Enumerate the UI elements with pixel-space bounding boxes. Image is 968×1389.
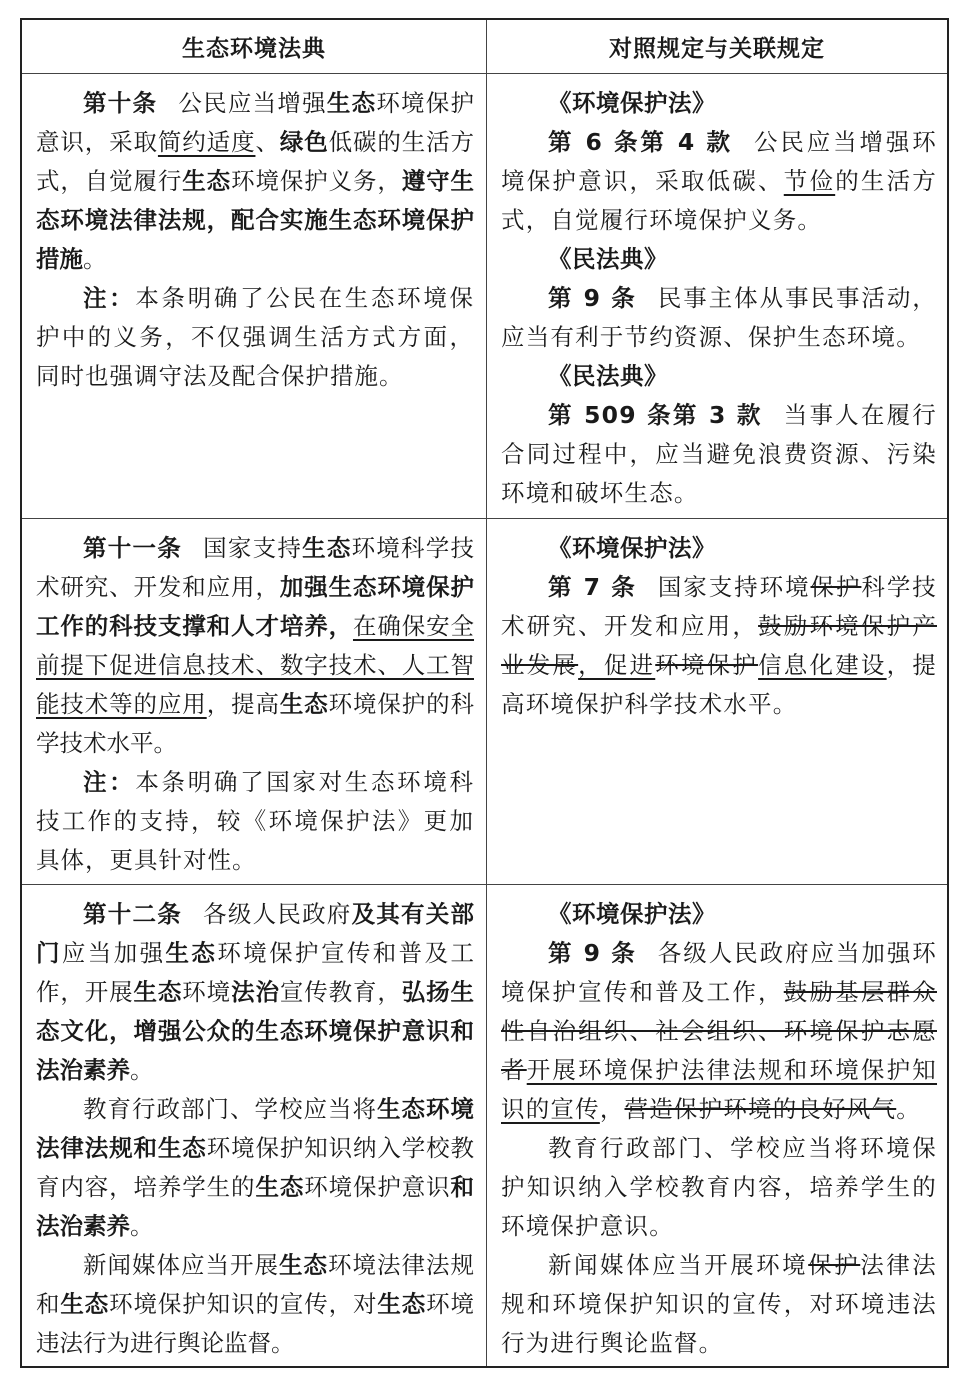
text: 宣传教育， [279, 978, 402, 1006]
added-text: 生态 [279, 690, 329, 718]
text: 环境法律法规和 [36, 1251, 474, 1318]
changed-text: 信息化建设 [758, 651, 887, 679]
added-text: 遵守生态环境法律法规，配合实施生态环境保护措施 [36, 167, 475, 273]
paragraph [36, 1090, 474, 1246]
article-number: 第 7 条 [548, 573, 637, 601]
changed-text: 节俭 [783, 167, 836, 195]
text: 教育行政部门、学校应当将 [83, 1095, 377, 1123]
source-law: 《民法典》 [548, 245, 668, 273]
added-text: 生态 [182, 167, 232, 195]
deleted-text: 鼓励基层群众性自治组织、社会组织、环境保护志愿者 [501, 978, 937, 1084]
text: 公民应当增强环境保护意识，采取低碳、 [501, 128, 937, 195]
changed-text: 在确保安全前提下促进信息技术、数字技术、人工智能技术等的应用 [36, 612, 475, 718]
row2-right [487, 519, 947, 885]
added-text: 生态 [255, 1173, 305, 1201]
deleted-text: 营造保护环境的良好风气 [624, 1095, 897, 1123]
added-text: 生态 [60, 1290, 110, 1318]
added-text: 绿色 [279, 128, 329, 156]
added-text: 生态 [326, 89, 377, 117]
text: 低碳的生活方式，自觉履行 [36, 128, 475, 195]
article-number: 第十二条 [83, 900, 182, 928]
text: 。 [130, 1056, 154, 1084]
source-law: 《民法典》 [548, 362, 668, 390]
added-text: 生态 [165, 939, 218, 967]
text: 。 [83, 245, 107, 273]
deleted-text: 环境保护 [655, 651, 759, 679]
changed-text: ，促进 [578, 651, 656, 679]
added-text: 及其有关部门 [36, 900, 475, 967]
added-text: 生态环境法律法规和生态 [36, 1095, 474, 1162]
added-text: 加强生态环境保护工作的科技支撑和人才培养， [36, 573, 475, 640]
article-number: 第 9 条 [548, 939, 637, 967]
text: 的生活方式，自觉履行环境保护义务。 [501, 167, 938, 234]
article-number: 第 509 条第 3 款 [548, 401, 763, 429]
text: 应当加强 [61, 939, 166, 967]
text: 科学技术研究、开发和应用， [501, 573, 937, 640]
text: 环境 [182, 978, 232, 1006]
changed-text: 开展环境保护法律法规和环境保护知识的宣传 [501, 1056, 938, 1123]
text: 各级人民政府应当加强环境保护宣传和普及工作， [501, 939, 937, 1006]
article-number: 第 9 条 [548, 284, 637, 312]
text: 环境保护意识，采取 [36, 89, 475, 156]
text: ，提高环境保护科学技术水平。 [501, 651, 938, 718]
text: 环境保护的科学技术水平。 [36, 690, 475, 757]
note [36, 763, 474, 880]
text: 、 [255, 128, 280, 156]
row1-left [22, 74, 487, 519]
note-text: 本条明确了国家对生态环境科技工作的支持，较《环境保护法》更加具体，更具针对性。 [36, 768, 475, 874]
text: 新闻媒体应当开展环境 [548, 1251, 809, 1279]
note-text: 本条明确了公民在生态环境保护中的义务，不仅强调生活方式方面，同时也强调守法及配合保护措施。 [36, 284, 475, 390]
text: 国家支持 [203, 534, 303, 562]
source-law: 《环境保护法》 [548, 89, 716, 117]
added-text: 生态 [279, 1251, 328, 1279]
row1-right [487, 74, 947, 519]
text: 。 [130, 1212, 154, 1240]
text: 。 [896, 1095, 921, 1123]
row2-left [22, 519, 487, 885]
deleted-text: 鼓励环境保护产业发展 [501, 612, 937, 679]
text: 环境保护宣传和普及工作，开展 [36, 939, 474, 1006]
added-text: 生态 [133, 978, 183, 1006]
row3-left [22, 885, 487, 1366]
added-text: 生态 [377, 1290, 427, 1318]
text: ，提高 [206, 690, 280, 718]
text: 环境保护意识 [304, 1173, 451, 1201]
article-10 [36, 84, 474, 279]
text: 环境保护知识纳入学校教育内容，培养学生的 [36, 1134, 475, 1201]
text: 新闻媒体应当开展 [83, 1251, 279, 1279]
article-12 [36, 895, 474, 1090]
text: 国家支持环境 [657, 573, 811, 601]
comparison-table [20, 18, 949, 1368]
text: 公民应当增强 [178, 89, 327, 117]
deleted-text: 保护 [810, 573, 862, 601]
note-label: 注： [83, 768, 136, 796]
text: 法律法规和环境保护知识的宣传，对环境违法行为进行舆论监督。 [501, 1251, 937, 1357]
source-law: 《环境保护法》 [548, 900, 716, 928]
changed-text: 简约适度 [157, 128, 256, 156]
text: 各级人民政府 [203, 900, 352, 928]
text: 环境违法行为进行舆论监督。 [36, 1290, 475, 1357]
paragraph: 教育行政部门、学校应当将环境保护知识纳入学校教育内容，培养学生的环境保护意识。 [501, 1134, 937, 1240]
row3-right [487, 885, 947, 1366]
header-right: 对照规定与关联规定 [487, 20, 947, 74]
source-law: 《环境保护法》 [548, 534, 716, 562]
added-text: 和法治素养 [36, 1173, 475, 1240]
text: 环境科学技术研究、开发和应用， [36, 534, 475, 601]
article-number: 第十一条 [83, 534, 182, 562]
text: 民事主体从事民事活动，应当有利于节约资源、保护生态环境。 [501, 284, 937, 351]
article-11 [36, 529, 474, 763]
paragraph [36, 1246, 474, 1363]
added-text: 弘扬生态文化，增强公众的生态环境保护意识和法治素养 [36, 978, 475, 1084]
deleted-text: 保护 [808, 1251, 861, 1279]
article-number: 第 6 条第 4 款 [548, 128, 733, 156]
text: 环境保护知识的宣传，对 [109, 1290, 378, 1318]
added-text: 生态 [302, 534, 352, 562]
header-left: 生态环境法典 [22, 20, 487, 74]
text: 环境保护义务， [231, 167, 402, 195]
added-text: 法治 [231, 978, 280, 1006]
note [36, 279, 474, 396]
article-number: 第十条 [83, 89, 158, 117]
text: 当事人在履行合同过程中，应当避免浪费资源、污染环境和破坏生态。 [501, 401, 937, 507]
text: ， [599, 1095, 625, 1123]
note-label: 注： [83, 284, 136, 312]
